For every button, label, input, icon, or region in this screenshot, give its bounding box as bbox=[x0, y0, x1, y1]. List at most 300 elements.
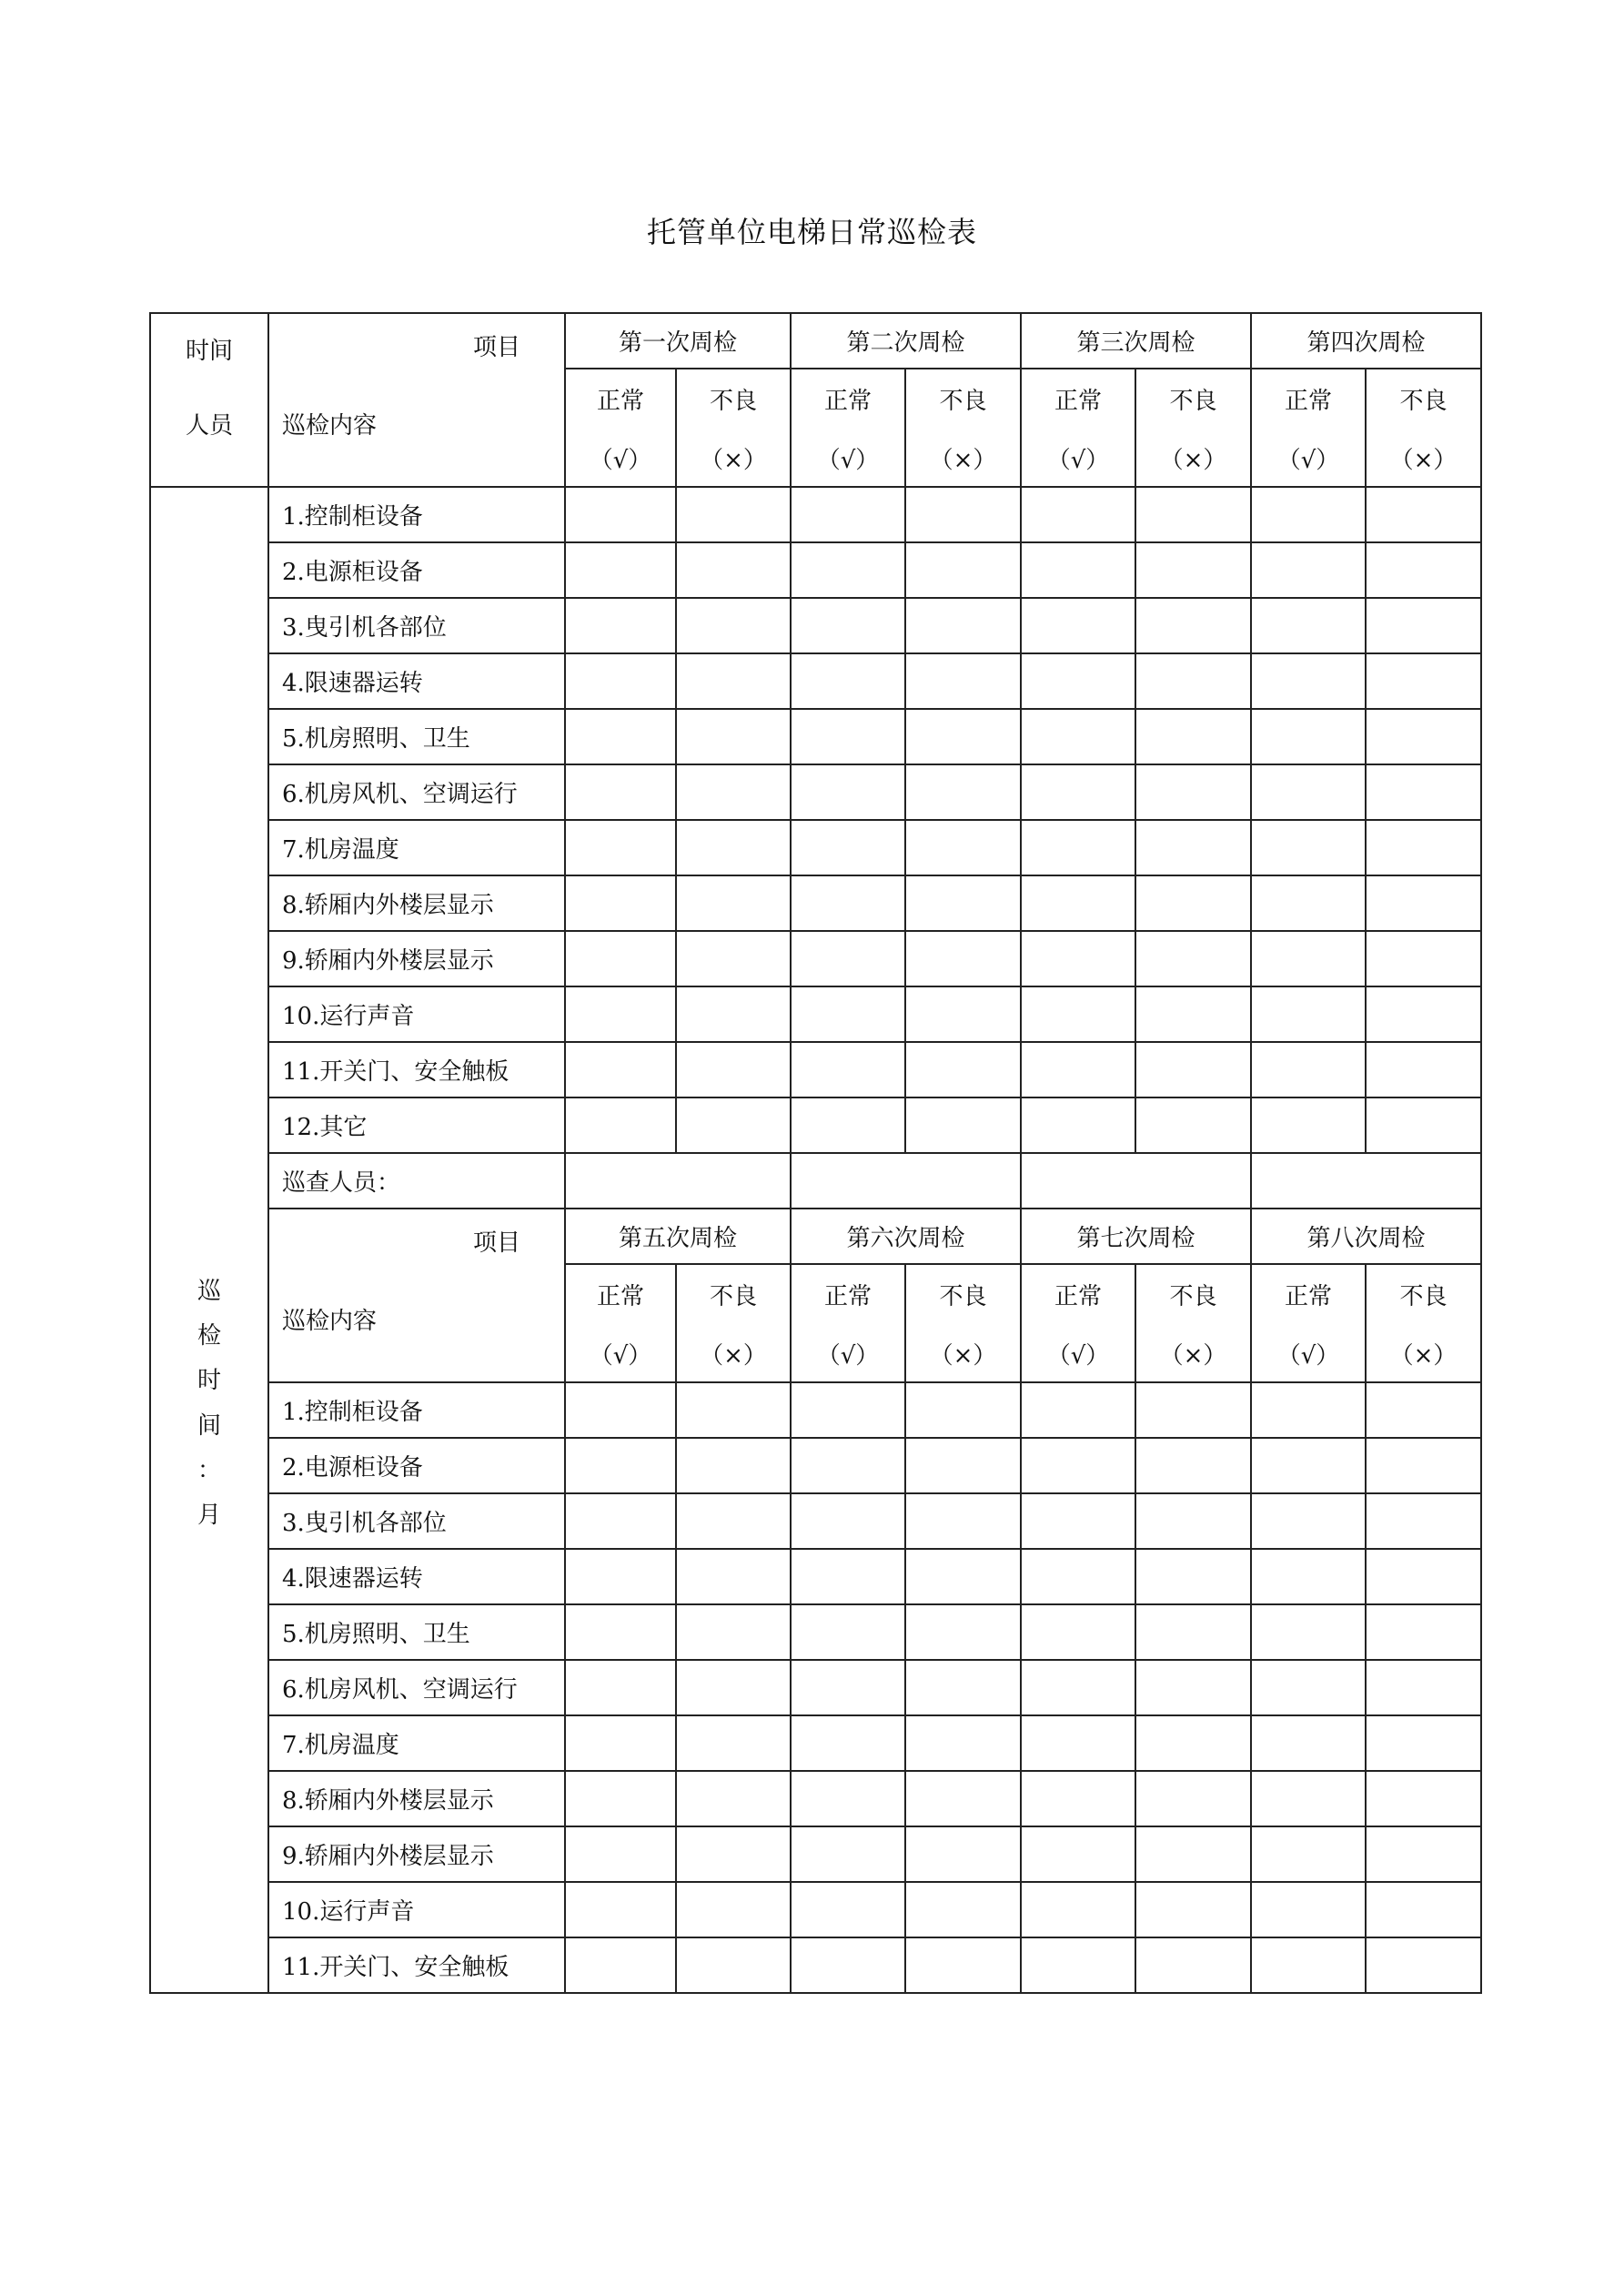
check-cell[interactable] bbox=[1251, 820, 1366, 875]
normal-mark: （√） bbox=[589, 1342, 652, 1370]
check-cell[interactable] bbox=[565, 1771, 676, 1826]
check-cell[interactable] bbox=[1021, 542, 1135, 598]
check-cell[interactable] bbox=[1021, 1604, 1135, 1660]
check-cell[interactable] bbox=[1135, 1493, 1251, 1549]
check-cell[interactable] bbox=[1135, 1549, 1251, 1604]
check-cell[interactable] bbox=[565, 542, 676, 598]
check-cell[interactable] bbox=[676, 598, 791, 653]
check-cell[interactable] bbox=[1021, 764, 1135, 820]
check-cell[interactable] bbox=[1021, 1937, 1135, 1993]
week-header: 第三次周检 bbox=[1021, 313, 1251, 369]
check-cell[interactable] bbox=[791, 598, 905, 653]
check-cell[interactable] bbox=[1366, 1549, 1481, 1604]
check-cell[interactable] bbox=[905, 1771, 1021, 1826]
check-cell[interactable] bbox=[1366, 875, 1481, 931]
check-cell[interactable] bbox=[1366, 764, 1481, 820]
side-label-char: ： bbox=[197, 1456, 221, 1484]
check-cell[interactable] bbox=[676, 1826, 791, 1882]
table-row bbox=[150, 487, 1481, 542]
check-cell[interactable] bbox=[905, 1042, 1021, 1097]
side-label-char: 时 bbox=[197, 1367, 221, 1395]
item-content-header bbox=[268, 313, 565, 487]
check-cell[interactable] bbox=[1251, 1042, 1366, 1097]
item-label: 6.机房风机、空调运行 bbox=[268, 1660, 565, 1715]
check-cell[interactable] bbox=[905, 653, 1021, 709]
item-label: 项目 bbox=[472, 334, 520, 361]
check-cell[interactable] bbox=[1366, 1660, 1481, 1715]
check-cell[interactable] bbox=[905, 931, 1021, 986]
check-cell[interactable] bbox=[565, 1715, 676, 1771]
check-cell[interactable] bbox=[565, 1097, 676, 1153]
check-cell[interactable] bbox=[1021, 820, 1135, 875]
side-label bbox=[197, 1278, 221, 1530]
normal-column-header bbox=[1021, 1264, 1135, 1382]
check-cell[interactable] bbox=[1366, 542, 1481, 598]
check-cell[interactable] bbox=[1021, 1771, 1135, 1826]
table-row bbox=[150, 1382, 1481, 1438]
time-label: 时间 bbox=[185, 338, 233, 365]
check-cell[interactable] bbox=[791, 1438, 905, 1493]
table-row bbox=[150, 709, 1481, 764]
check-cell[interactable] bbox=[1135, 764, 1251, 820]
bad-mark: （×） bbox=[929, 447, 997, 474]
normal-mark: （√） bbox=[1276, 447, 1340, 474]
check-cell[interactable] bbox=[565, 487, 676, 542]
check-cell[interactable] bbox=[1135, 1660, 1251, 1715]
week-header: 第七次周检 bbox=[1021, 1209, 1251, 1264]
check-cell[interactable] bbox=[676, 1382, 791, 1438]
check-cell[interactable] bbox=[1135, 542, 1251, 598]
check-cell[interactable] bbox=[676, 875, 791, 931]
bad-mark: （×） bbox=[929, 1342, 997, 1370]
normal-label: 正常 bbox=[596, 1283, 644, 1310]
check-cell[interactable] bbox=[905, 1382, 1021, 1438]
normal-column-header bbox=[1251, 1264, 1366, 1382]
check-cell[interactable] bbox=[1135, 653, 1251, 709]
normal-mark: （√） bbox=[1046, 447, 1110, 474]
item-label: 7.机房温度 bbox=[268, 820, 565, 875]
check-cell[interactable] bbox=[905, 1438, 1021, 1493]
check-cell[interactable] bbox=[791, 1937, 905, 1993]
check-cell[interactable] bbox=[905, 1937, 1021, 1993]
bad-mark: （×） bbox=[1389, 447, 1458, 474]
check-cell[interactable] bbox=[1135, 1097, 1251, 1153]
check-cell[interactable] bbox=[1366, 1882, 1481, 1937]
check-cell[interactable] bbox=[1021, 1715, 1135, 1771]
check-cell[interactable] bbox=[791, 1771, 905, 1826]
normal-mark: （√） bbox=[1276, 1342, 1340, 1370]
check-cell[interactable] bbox=[1021, 875, 1135, 931]
check-cell[interactable] bbox=[1135, 1604, 1251, 1660]
table-row bbox=[150, 986, 1481, 1042]
check-cell[interactable] bbox=[1021, 487, 1135, 542]
check-cell[interactable] bbox=[905, 1493, 1021, 1549]
check-cell[interactable] bbox=[791, 1715, 905, 1771]
inspector-sign-cell[interactable] bbox=[1021, 1153, 1251, 1209]
table-row bbox=[150, 1937, 1481, 1993]
week-header: 第六次周检 bbox=[791, 1209, 1021, 1264]
bad-column-header bbox=[676, 1264, 791, 1382]
check-cell[interactable] bbox=[791, 709, 905, 764]
week-header: 第五次周检 bbox=[565, 1209, 791, 1264]
check-cell[interactable] bbox=[1021, 1493, 1135, 1549]
bad-mark: （×） bbox=[1389, 1342, 1458, 1370]
person-label: 人员 bbox=[185, 412, 233, 440]
check-cell[interactable] bbox=[676, 1937, 791, 1993]
check-cell[interactable] bbox=[676, 1097, 791, 1153]
check-cell[interactable] bbox=[905, 598, 1021, 653]
normal-mark: （√） bbox=[816, 1342, 880, 1370]
item-label: 10.运行声音 bbox=[268, 986, 565, 1042]
check-cell[interactable] bbox=[1366, 598, 1481, 653]
check-cell[interactable] bbox=[1135, 1826, 1251, 1882]
check-cell[interactable] bbox=[1135, 1715, 1251, 1771]
check-cell[interactable] bbox=[1251, 598, 1366, 653]
normal-mark: （√） bbox=[1046, 1342, 1110, 1370]
check-cell[interactable] bbox=[791, 875, 905, 931]
check-cell[interactable] bbox=[676, 653, 791, 709]
check-cell[interactable] bbox=[1135, 931, 1251, 986]
table-row bbox=[150, 1715, 1481, 1771]
check-cell[interactable] bbox=[791, 542, 905, 598]
check-cell[interactable] bbox=[791, 1382, 905, 1438]
bad-label: 不良 bbox=[939, 1283, 987, 1310]
bad-column-header bbox=[905, 369, 1021, 487]
check-cell[interactable] bbox=[1251, 1549, 1366, 1604]
table-row bbox=[150, 598, 1481, 653]
check-cell[interactable] bbox=[905, 764, 1021, 820]
check-cell[interactable] bbox=[905, 875, 1021, 931]
check-cell[interactable] bbox=[1251, 1438, 1366, 1493]
check-cell[interactable] bbox=[1135, 1438, 1251, 1493]
check-cell[interactable] bbox=[1021, 986, 1135, 1042]
check-cell[interactable] bbox=[565, 709, 676, 764]
check-cell[interactable] bbox=[1021, 1826, 1135, 1882]
check-cell[interactable] bbox=[565, 1660, 676, 1715]
check-cell[interactable] bbox=[1251, 764, 1366, 820]
inspector-sign-cell[interactable] bbox=[791, 1153, 1021, 1209]
check-cell[interactable] bbox=[791, 1826, 905, 1882]
check-cell[interactable] bbox=[791, 1660, 905, 1715]
check-cell[interactable] bbox=[1366, 1771, 1481, 1826]
check-cell[interactable] bbox=[791, 487, 905, 542]
bad-column-header bbox=[676, 369, 791, 487]
check-cell[interactable] bbox=[565, 1438, 676, 1493]
check-cell[interactable] bbox=[565, 986, 676, 1042]
normal-label: 正常 bbox=[1284, 1283, 1332, 1310]
side-label-char: 月 bbox=[197, 1501, 221, 1529]
week-header: 第四次周检 bbox=[1251, 313, 1481, 369]
check-cell[interactable] bbox=[1135, 1937, 1251, 1993]
bad-label: 不良 bbox=[1399, 1283, 1447, 1310]
bad-label: 不良 bbox=[1169, 1283, 1217, 1310]
check-cell[interactable] bbox=[1366, 487, 1481, 542]
bad-mark: （×） bbox=[700, 447, 767, 474]
normal-label: 正常 bbox=[1284, 388, 1332, 415]
check-cell[interactable] bbox=[791, 1549, 905, 1604]
table-row bbox=[150, 820, 1481, 875]
table-row bbox=[150, 1771, 1481, 1826]
check-cell[interactable] bbox=[1366, 653, 1481, 709]
check-cell[interactable] bbox=[1135, 875, 1251, 931]
item-label: 12.其它 bbox=[268, 1097, 565, 1153]
check-cell[interactable] bbox=[676, 1882, 791, 1937]
bad-mark: （×） bbox=[1159, 1342, 1227, 1370]
item-label: 项目 bbox=[472, 1229, 520, 1257]
check-cell[interactable] bbox=[1021, 653, 1135, 709]
bad-column-header bbox=[1135, 369, 1251, 487]
inspector-label: 巡查人员： bbox=[268, 1153, 565, 1209]
check-cell[interactable] bbox=[1251, 1604, 1366, 1660]
check-cell[interactable] bbox=[1366, 709, 1481, 764]
check-cell[interactable] bbox=[1251, 1882, 1366, 1937]
check-cell[interactable] bbox=[1251, 931, 1366, 986]
table-row bbox=[150, 1549, 1481, 1604]
check-cell[interactable] bbox=[905, 820, 1021, 875]
check-cell[interactable] bbox=[1251, 1826, 1366, 1882]
week-header-row bbox=[150, 1209, 1481, 1264]
check-cell[interactable] bbox=[565, 598, 676, 653]
normal-label: 正常 bbox=[823, 388, 872, 415]
check-cell[interactable] bbox=[1021, 1097, 1135, 1153]
check-cell[interactable] bbox=[1135, 487, 1251, 542]
check-cell[interactable] bbox=[905, 1097, 1021, 1153]
check-cell[interactable] bbox=[791, 1097, 905, 1153]
item-label: 9.轿厢内外楼层显示 bbox=[268, 931, 565, 986]
bad-column-header bbox=[905, 1264, 1021, 1382]
table-row bbox=[150, 931, 1481, 986]
check-cell[interactable] bbox=[905, 986, 1021, 1042]
check-cell[interactable] bbox=[676, 986, 791, 1042]
check-cell[interactable] bbox=[1135, 986, 1251, 1042]
item-label: 11.开关门、安全触板 bbox=[268, 1937, 565, 1993]
check-cell[interactable] bbox=[676, 1771, 791, 1826]
check-cell[interactable] bbox=[676, 820, 791, 875]
table-row bbox=[150, 1438, 1481, 1493]
check-cell[interactable] bbox=[1251, 487, 1366, 542]
table-row bbox=[150, 1097, 1481, 1153]
inspector-sign-cell[interactable] bbox=[565, 1153, 791, 1209]
check-cell[interactable] bbox=[1251, 542, 1366, 598]
check-cell[interactable] bbox=[1135, 1771, 1251, 1826]
table-row bbox=[150, 653, 1481, 709]
normal-column-header bbox=[791, 1264, 905, 1382]
check-cell[interactable] bbox=[791, 820, 905, 875]
check-cell[interactable] bbox=[1366, 820, 1481, 875]
check-cell[interactable] bbox=[1021, 1438, 1135, 1493]
table-row bbox=[150, 1042, 1481, 1097]
check-cell[interactable] bbox=[565, 653, 676, 709]
check-cell[interactable] bbox=[905, 487, 1021, 542]
check-cell[interactable] bbox=[565, 875, 676, 931]
item-label: 8.轿厢内外楼层显示 bbox=[268, 875, 565, 931]
table-row bbox=[150, 542, 1481, 598]
check-cell[interactable] bbox=[905, 542, 1021, 598]
bad-label: 不良 bbox=[709, 1283, 757, 1310]
inspector-sign-cell[interactable] bbox=[1251, 1153, 1481, 1209]
check-cell[interactable] bbox=[676, 1493, 791, 1549]
check-cell[interactable] bbox=[676, 1715, 791, 1771]
check-cell[interactable] bbox=[1366, 1438, 1481, 1493]
normal-label: 正常 bbox=[1054, 1283, 1102, 1310]
check-cell[interactable] bbox=[676, 1604, 791, 1660]
item-content-header bbox=[268, 1209, 565, 1382]
check-cell[interactable] bbox=[905, 1660, 1021, 1715]
check-cell[interactable] bbox=[1021, 598, 1135, 653]
check-cell[interactable] bbox=[1135, 1882, 1251, 1937]
check-cell[interactable] bbox=[565, 1493, 676, 1549]
bad-column-header bbox=[1135, 1264, 1251, 1382]
item-label: 9.轿厢内外楼层显示 bbox=[268, 1826, 565, 1882]
side-label-column bbox=[150, 487, 268, 1993]
check-cell[interactable] bbox=[1366, 931, 1481, 986]
check-cell[interactable] bbox=[791, 1882, 905, 1937]
check-cell[interactable] bbox=[791, 764, 905, 820]
normal-column-header bbox=[791, 369, 905, 487]
check-cell[interactable] bbox=[791, 653, 905, 709]
check-cell[interactable] bbox=[676, 1660, 791, 1715]
check-cell[interactable] bbox=[905, 1715, 1021, 1771]
check-cell[interactable] bbox=[565, 764, 676, 820]
normal-column-header bbox=[565, 369, 676, 487]
check-cell[interactable] bbox=[1251, 653, 1366, 709]
check-cell[interactable] bbox=[676, 1042, 791, 1097]
check-cell[interactable] bbox=[676, 487, 791, 542]
check-cell[interactable] bbox=[1366, 1715, 1481, 1771]
check-cell[interactable] bbox=[1251, 1771, 1366, 1826]
check-cell[interactable] bbox=[1251, 1097, 1366, 1153]
check-cell[interactable] bbox=[1366, 986, 1481, 1042]
week-header: 第八次周检 bbox=[1251, 1209, 1481, 1264]
check-cell[interactable] bbox=[1135, 1042, 1251, 1097]
check-cell[interactable] bbox=[676, 542, 791, 598]
check-cell[interactable] bbox=[1366, 1097, 1481, 1153]
bad-column-header bbox=[1366, 1264, 1481, 1382]
side-label-char: 检 bbox=[197, 1322, 221, 1350]
check-cell[interactable] bbox=[565, 820, 676, 875]
bad-mark: （×） bbox=[700, 1342, 767, 1370]
item-label: 7.机房温度 bbox=[268, 1715, 565, 1771]
check-cell[interactable] bbox=[565, 1042, 676, 1097]
check-cell[interactable] bbox=[1366, 1826, 1481, 1882]
inspector-row bbox=[150, 1153, 1481, 1209]
table-row bbox=[150, 1882, 1481, 1937]
check-cell[interactable] bbox=[1251, 1660, 1366, 1715]
item-label: 11.开关门、安全触板 bbox=[268, 1042, 565, 1097]
normal-label: 正常 bbox=[596, 388, 644, 415]
table-row bbox=[150, 1826, 1481, 1882]
normal-column-header bbox=[1251, 369, 1366, 487]
check-cell[interactable] bbox=[1135, 709, 1251, 764]
check-cell[interactable] bbox=[676, 1438, 791, 1493]
check-cell[interactable] bbox=[1366, 1604, 1481, 1660]
check-cell[interactable] bbox=[905, 1826, 1021, 1882]
normal-mark: （√） bbox=[589, 447, 652, 474]
item-label: 2.电源柜设备 bbox=[268, 542, 565, 598]
check-cell[interactable] bbox=[1021, 1042, 1135, 1097]
check-cell[interactable] bbox=[565, 1826, 676, 1882]
item-label: 4.限速器运转 bbox=[268, 1549, 565, 1604]
week-header: 第二次周检 bbox=[791, 313, 1021, 369]
check-cell[interactable] bbox=[791, 1493, 905, 1549]
check-cell[interactable] bbox=[1366, 1937, 1481, 1993]
content-label: 巡检内容 bbox=[282, 412, 378, 440]
item-label: 1.控制柜设备 bbox=[268, 1382, 565, 1438]
check-cell[interactable] bbox=[1021, 1882, 1135, 1937]
check-cell[interactable] bbox=[791, 931, 905, 986]
check-cell[interactable] bbox=[676, 764, 791, 820]
table-row bbox=[150, 1604, 1481, 1660]
check-cell[interactable] bbox=[1135, 1382, 1251, 1438]
table-row bbox=[150, 875, 1481, 931]
check-cell[interactable] bbox=[791, 1042, 905, 1097]
check-cell[interactable] bbox=[1366, 1382, 1481, 1438]
check-cell[interactable] bbox=[905, 1882, 1021, 1937]
check-cell[interactable] bbox=[1021, 1660, 1135, 1715]
check-cell[interactable] bbox=[565, 1549, 676, 1604]
check-cell[interactable] bbox=[1366, 1042, 1481, 1097]
check-cell[interactable] bbox=[565, 1937, 676, 1993]
item-label: 5.机房照明、卫生 bbox=[268, 1604, 565, 1660]
check-cell[interactable] bbox=[1366, 1493, 1481, 1549]
bad-label: 不良 bbox=[709, 388, 757, 415]
check-cell[interactable] bbox=[1021, 709, 1135, 764]
item-label: 2.电源柜设备 bbox=[268, 1438, 565, 1493]
check-cell[interactable] bbox=[1251, 709, 1366, 764]
bad-label: 不良 bbox=[1399, 388, 1447, 415]
check-cell[interactable] bbox=[1251, 1937, 1366, 1993]
check-cell[interactable] bbox=[791, 986, 905, 1042]
check-cell[interactable] bbox=[1021, 931, 1135, 986]
check-cell[interactable] bbox=[1021, 1382, 1135, 1438]
check-cell[interactable] bbox=[905, 1549, 1021, 1604]
check-cell[interactable] bbox=[1251, 986, 1366, 1042]
check-cell[interactable] bbox=[905, 709, 1021, 764]
check-cell[interactable] bbox=[1251, 1715, 1366, 1771]
check-cell[interactable] bbox=[791, 1604, 905, 1660]
check-cell[interactable] bbox=[676, 1549, 791, 1604]
check-cell[interactable] bbox=[565, 1604, 676, 1660]
bad-mark: （×） bbox=[1159, 447, 1227, 474]
normal-label: 正常 bbox=[823, 1283, 872, 1310]
check-cell[interactable] bbox=[565, 1882, 676, 1937]
item-label: 4.限速器运转 bbox=[268, 653, 565, 709]
check-cell[interactable] bbox=[676, 931, 791, 986]
check-cell[interactable] bbox=[1251, 1382, 1366, 1438]
item-label: 10.运行声音 bbox=[268, 1882, 565, 1937]
check-cell[interactable] bbox=[905, 1604, 1021, 1660]
table-row bbox=[150, 1493, 1481, 1549]
check-cell[interactable] bbox=[1135, 820, 1251, 875]
side-label-char: 巡 bbox=[197, 1277, 221, 1305]
check-cell[interactable] bbox=[1135, 598, 1251, 653]
bad-label: 不良 bbox=[939, 388, 987, 415]
inspection-table bbox=[149, 312, 1482, 1994]
check-cell[interactable] bbox=[676, 709, 791, 764]
normal-label: 正常 bbox=[1054, 388, 1102, 415]
item-label: 8.轿厢内外楼层显示 bbox=[268, 1771, 565, 1826]
check-cell[interactable] bbox=[1251, 1493, 1366, 1549]
bad-column-header bbox=[1366, 369, 1481, 487]
table-row bbox=[150, 1660, 1481, 1715]
check-cell[interactable] bbox=[1251, 875, 1366, 931]
item-label: 6.机房风机、空调运行 bbox=[268, 764, 565, 820]
check-cell[interactable] bbox=[1021, 1549, 1135, 1604]
check-cell[interactable] bbox=[565, 931, 676, 986]
item-label: 3.曳引机各部位 bbox=[268, 1493, 565, 1549]
check-cell[interactable] bbox=[565, 1382, 676, 1438]
normal-mark: （√） bbox=[816, 447, 880, 474]
